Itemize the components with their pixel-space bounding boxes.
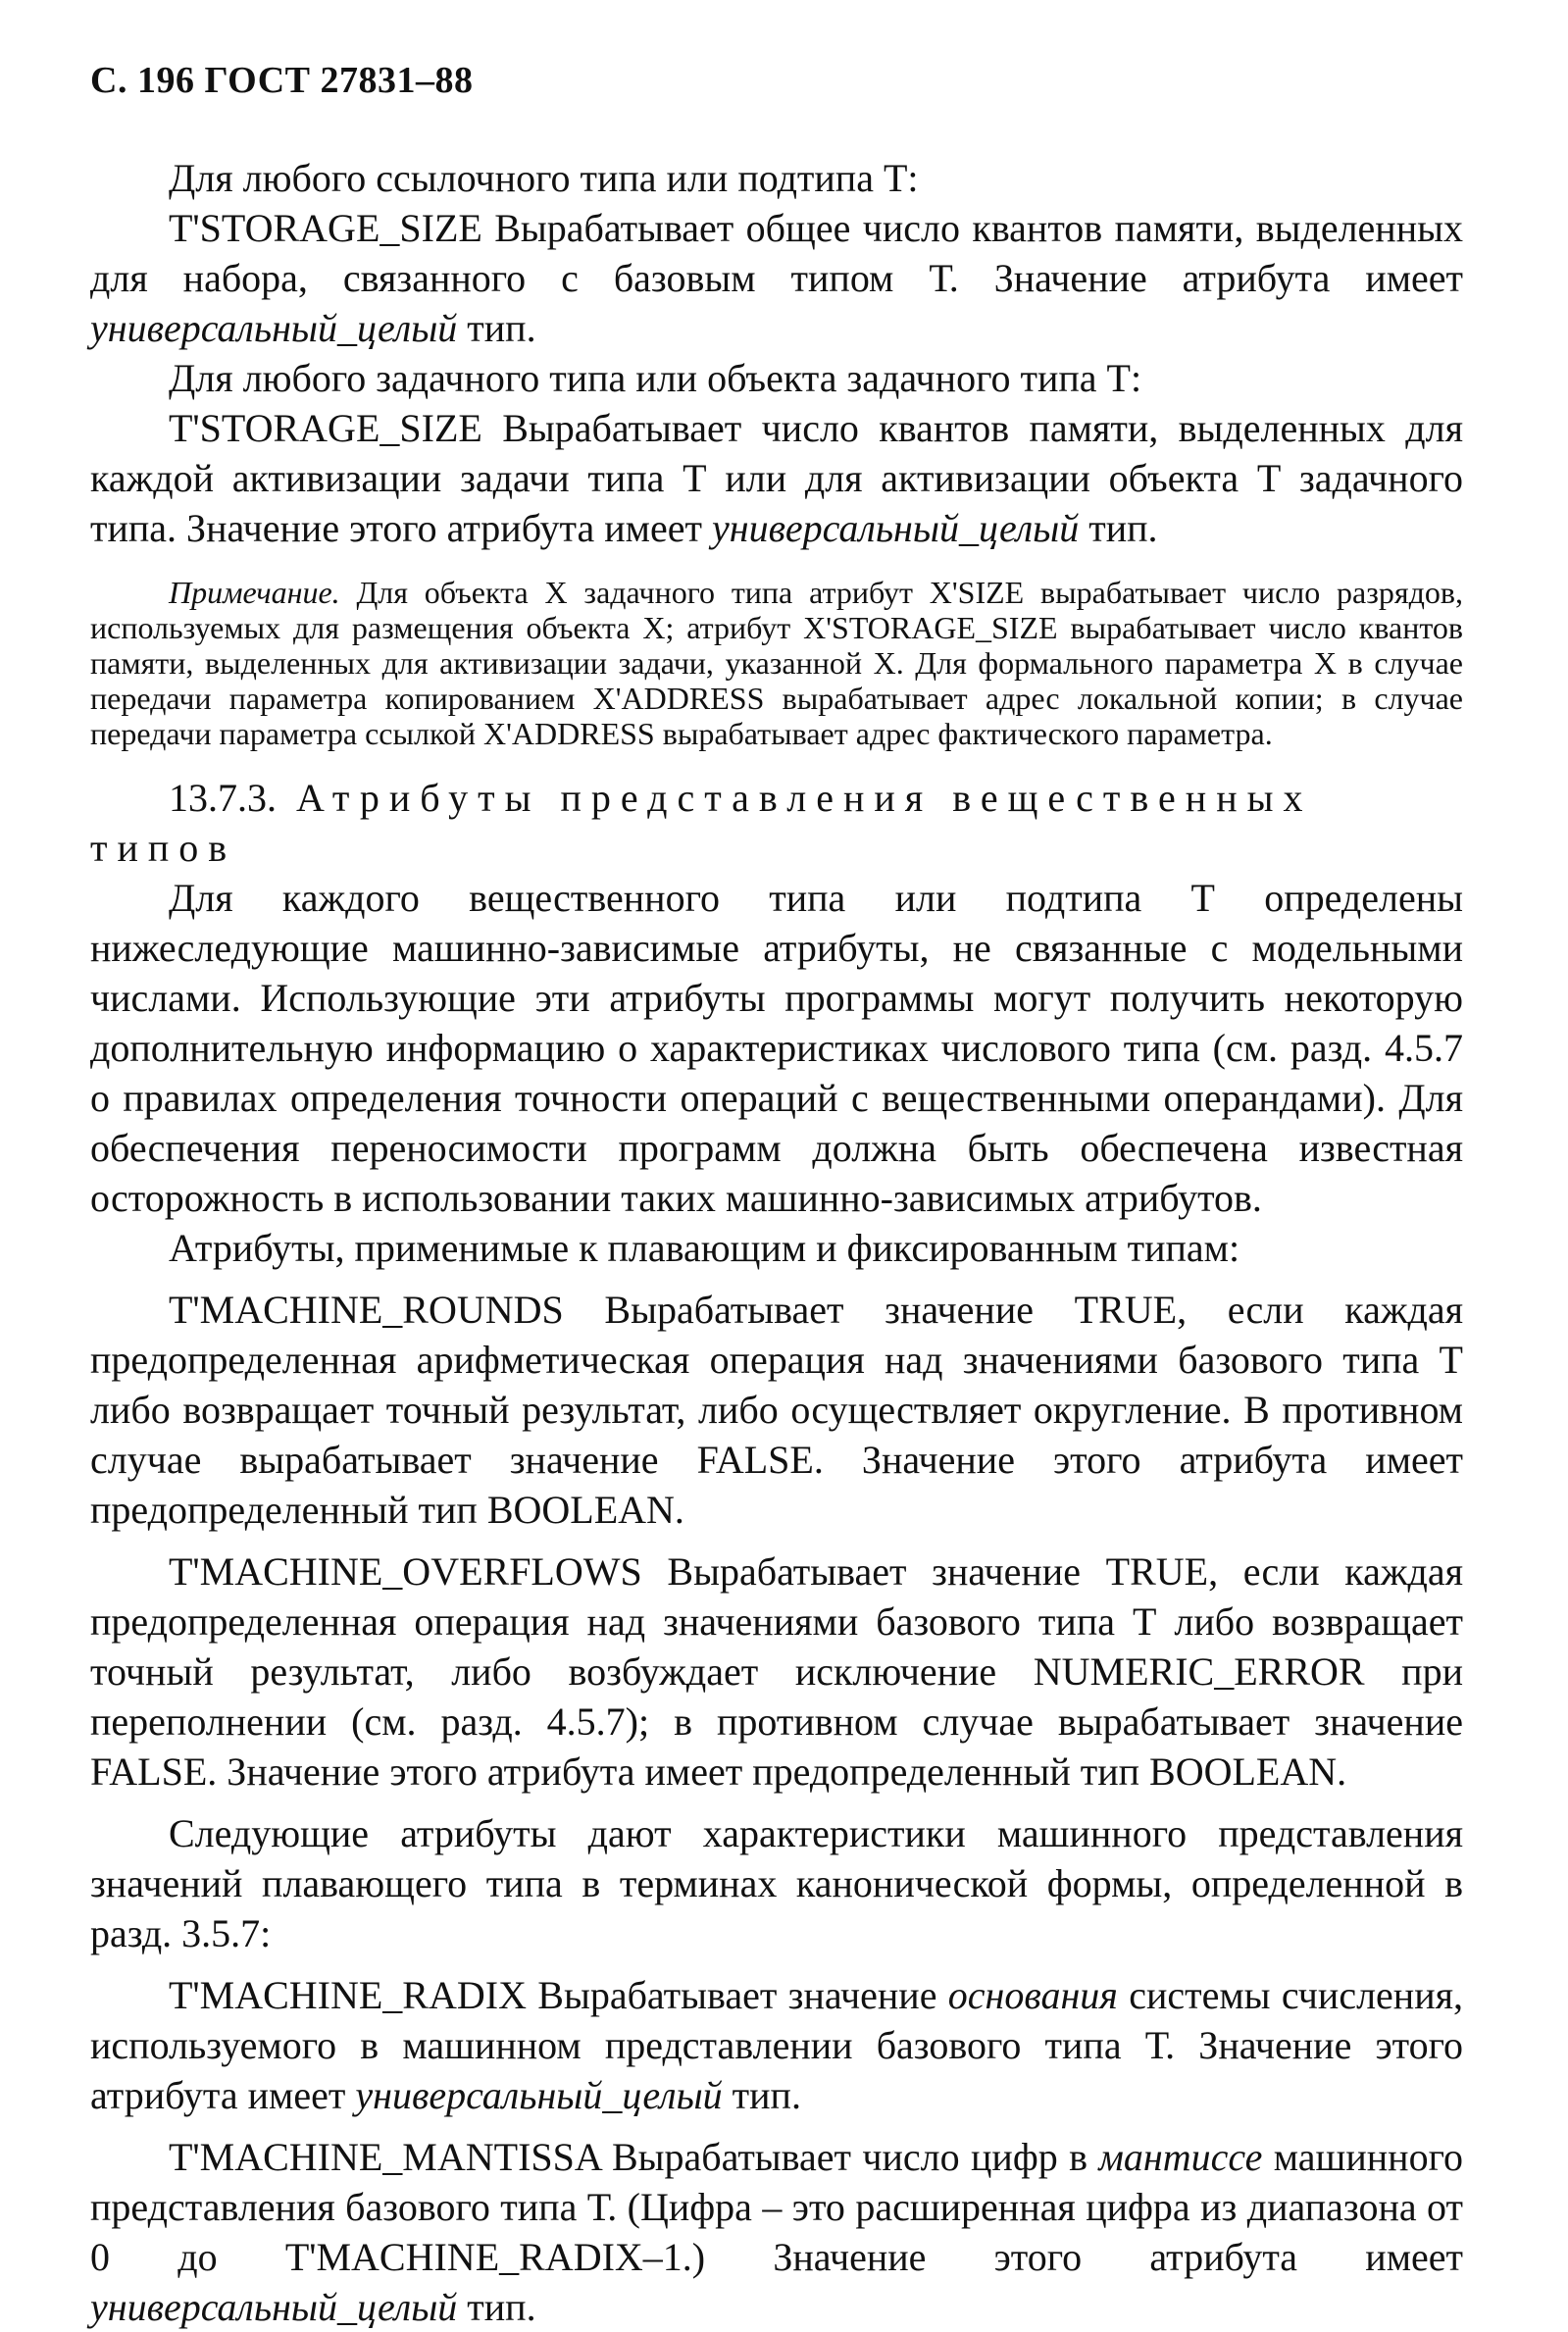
paragraph: Для любого ссылочного типа или подтипа Т:: [169, 156, 919, 200]
paragraph: Для каждого вещественного типа или подтипа Т определены нижеследующие машинно-зависимые атрибуты, не связанные с модельными числами. Использующие эти атрибуты программы могут получить некоторую дополнительную информацию о характеристиках числового типа (см. разд. 4.5.7 о правилах определения точности операций с вещественными операндами). Для обеспечения переносимости программ должна быть обеспечена известная осторожность в использовании таких машинно-зависимых атрибутов.: [90, 876, 1463, 1220]
section-number: 13.7.3.: [169, 776, 277, 820]
document-page: [90, 59, 1463, 2332]
italic-term: универсальный_целый: [355, 2073, 723, 2117]
italic-term: основания: [947, 1973, 1118, 2017]
page-header: С. 196 ГОСТ 27831–88: [90, 60, 474, 101]
paragraph: T'MACHINE_ROUNDS Вырабатывает значение TRUE, если каждая предопределенная арифметическая операция над значениями базового типа Т либо возвращает точный результат, либо осуществляет округление. В противном случае вырабатывает значение FALSE. Значение этого атрибута имеет предопределенный тип BOOLEAN.: [90, 1288, 1463, 1532]
paragraph: T'MACHINE_OVERFLOWS Вырабатывает значение TRUE, если каждая предопределенная операция над значениями базового типа Т либо возвращает точный результат, либо возбуждает исключение NUMERIC_ERROR при переполнении (см. разд. 4.5.7); в противном случае вырабатывает значение FALSE. Значение этого атрибута имеет предопределенный тип BOOLEAN.: [90, 1549, 1463, 1794]
paragraph: Атрибуты, применимые к плавающим и фиксированным типам:: [169, 1226, 1240, 1270]
paragraph: T'MACHINE_RADIX Вырабатывает значение основания системы счисления, используемого в машинном представлении базового типа Т. Значение этого атрибута имеет универсальный_целый тип.: [90, 1973, 1463, 2117]
note-label: Примечание.: [169, 575, 340, 610]
section-title: Атрибуты представления вещественных типов: [90, 776, 1313, 870]
note: Примечание. Для объекта Х задачного типа атрибут X'SIZE вырабатывает число разрядов, используемых для размещения объекта Х; атрибут X'STORAGE_SIZE вырабатывает число квантов памяти, выделенных для активизации задачи, указанной Х. Для формального параметра Х в случае передачи параметра копированием X'ADDRESS вырабатывает адрес локальной копии; в случае передачи параметра ссылкой X'ADDRESS вырабатывает адрес фактического параметра.: [90, 575, 1463, 751]
paragraph: Для любого задачного типа или объекта задачного типа Т:: [169, 356, 1142, 400]
italic-term: универсальный_целый: [90, 2285, 458, 2329]
italic-term: мантиссе: [1098, 2135, 1263, 2179]
paragraph: Следующие атрибуты дают характеристики машинного представления значений плавающего типа в терминах канонической формы, определенной в разд. 3.5.7:: [90, 1811, 1463, 1955]
italic-term: универсальный_целый: [711, 506, 1080, 550]
section-heading: [90, 773, 1463, 873]
paragraph: T'STORAGE_SIZE Вырабатывает общее число квантов памяти, выделенных для набора, связанного с базовым типом Т. Значение атрибута имеет универсальный_целый тип.: [90, 206, 1463, 350]
paragraph: T'STORAGE_SIZE Вырабатывает число квантов памяти, выделенных для каждой активизации задачи типа Т или для активизации объекта Т задачного типа. Значение этого атрибута имеет универсальный_целый тип.: [90, 406, 1463, 550]
italic-term: универсальный_целый: [90, 306, 458, 350]
paragraph: T'MACHINE_MANTISSA Вырабатывает число цифр в мантиссе машинного представления базового типа Т. (Цифра – это расширенная цифра из диапазона от 0 до T'MACHINE_RADIX–1.) Значение этого атрибута имеет универсальный_целый тип.: [90, 2135, 1463, 2329]
